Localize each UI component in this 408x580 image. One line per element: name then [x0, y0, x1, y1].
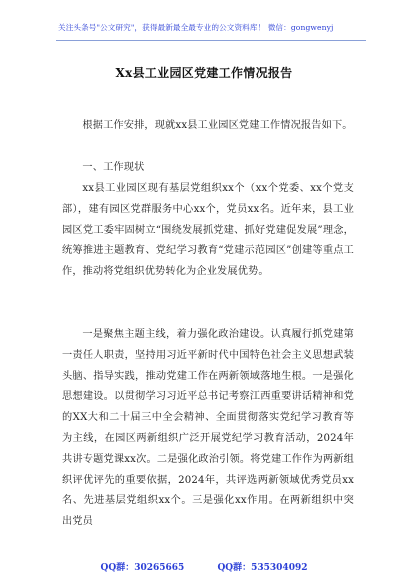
footer-contacts: [0, 560, 408, 573]
footer-qq-group-1: QQ群：30265665: [100, 563, 185, 573]
header-divider: [56, 40, 366, 41]
body-paragraph-2: 一是聚焦主题主线，着力强化政治建设。认真履行抓党建第一责任人职责，坚持用习近平新时代中国特色社会主义思想武装头脑、指导实践，推动党建工作在两新领域落地生根。一是强化思想建设。以贯彻学习习近平总书记考察江西重要讲话精神和党的XX大和二十届三中全会精神、全面贯彻落实党纪学习教育等为主线，在园区两新组织广泛开展党纪学习教育活动，2024年共讲专题党课xx次。二是强化政治引领。将党建工作作为两新组织评优评先的重要依据，2024年，共评选两新领域优秀党员xx名、先进基层党组织xx个。三是强化xx作用。在两新组织中突出党员: [62, 329, 354, 528]
section-heading: 一、工作现状: [82, 162, 145, 173]
header-note: 关注头条号"公文研究"，获得最新最全最专业的公文资料库！ 微信：gongwenyj: [58, 23, 334, 32]
footer-qq-group-2: QQ群：535304092: [217, 563, 308, 573]
body-paragraph-1: xx县工业园区现有基层党组织xx个（xx个党委、xx个党支部），建有园区党群服务中心xx个，党员xx名。近年来，县工业园区党工委牢固树立“围绕发展抓党建、抓好党建促发展”理念，统筹推进主题教育、党纪学习教育“党建示范园区”创建等重点工作，推动将党组织优势转化为企业发展优势。: [62, 183, 354, 278]
document-title: Xx县工业园区党建工作情况报告: [115, 66, 293, 80]
intro-paragraph: 根据工作安排，现就xx县工业园区党建工作情况报告如下。: [82, 120, 353, 131]
